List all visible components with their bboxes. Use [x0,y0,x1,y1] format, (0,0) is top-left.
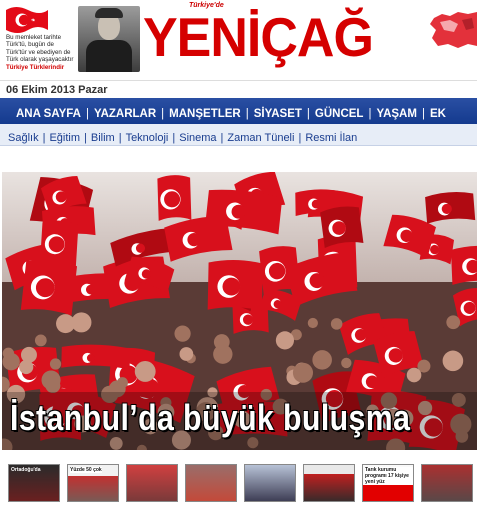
subnav-resmi-ilan[interactable]: Resmi İlan [305,132,358,144]
subnav-sinema[interactable]: Sinema [179,132,217,144]
site-logo[interactable] [143,2,373,72]
nav-ek[interactable]: EK [429,108,446,120]
thumbnail-1[interactable]: Ortadoğu'da [8,464,60,502]
turkey-map-icon [428,6,477,54]
brand-title: YENİÇAĞ [143,7,373,69]
nav-yazarlar[interactable]: YAZARLAR [93,108,157,120]
nav-mansetler[interactable]: MANŞETLER [169,108,241,120]
ataturk-portrait [78,6,140,72]
subnav-bilim[interactable]: Bilim [90,132,115,144]
thumbnail-2[interactable]: Yüzde 50 çok [67,464,119,502]
turkey-flag-icon [4,4,50,34]
thumbnail-8[interactable] [421,464,473,502]
slogan-text: Bu memleket tarihte Türk'tü, bugün de Türk'tür ve ebediyen de Türk olarak yaşayacaktır Türkiye Türklerindir [6,34,86,71]
hero-headline[interactable]: İstanbul’da büyük buluşma [10,397,411,438]
subnav-saglik[interactable]: Sağlık [8,132,39,144]
news-thumbnail-strip [0,458,477,512]
nav-ana-sayfa[interactable]: ANA SAYFA [16,108,81,120]
nav-siyaset[interactable]: SİYASET [253,108,302,120]
thumbnail-3[interactable] [126,464,178,502]
current-date: 06 Ekim 2013 Pazar [6,84,108,96]
main-navigation: ANA SAYFA | YAZARLAR | MANŞETLER | SİYASET | GÜNCEL | YAŞAM | EK [0,98,477,124]
brand-subtitle: Türkiye'de [189,2,224,9]
subnav-zaman-tuneli[interactable]: Zaman Tüneli [227,132,295,144]
sub-navigation: Sağlık | Eğitim | Bilim | Teknoloji | Sinema | Zaman Tüneli | Resmi İlan [0,124,477,146]
thumbnail-7[interactable]: Tarık kurumu programı 17 kişiye yeni yüz [362,464,414,502]
thumbnail-4[interactable] [185,464,237,502]
subnav-teknoloji[interactable]: Teknoloji [125,132,169,144]
hero-headline-area[interactable] [0,392,477,444]
site-header [0,0,477,80]
subnav-egitim[interactable]: Eğitim [49,132,80,144]
nav-guncel[interactable]: GÜNCEL [314,108,364,120]
ataturk-banner[interactable] [2,2,137,77]
slogan-red: Türkiye Türklerindir [6,63,65,71]
date-bar [0,80,477,98]
thumbnail-5[interactable] [244,464,296,502]
thumbnail-6[interactable] [303,464,355,502]
nav-yasam[interactable]: YAŞAM [376,108,417,120]
